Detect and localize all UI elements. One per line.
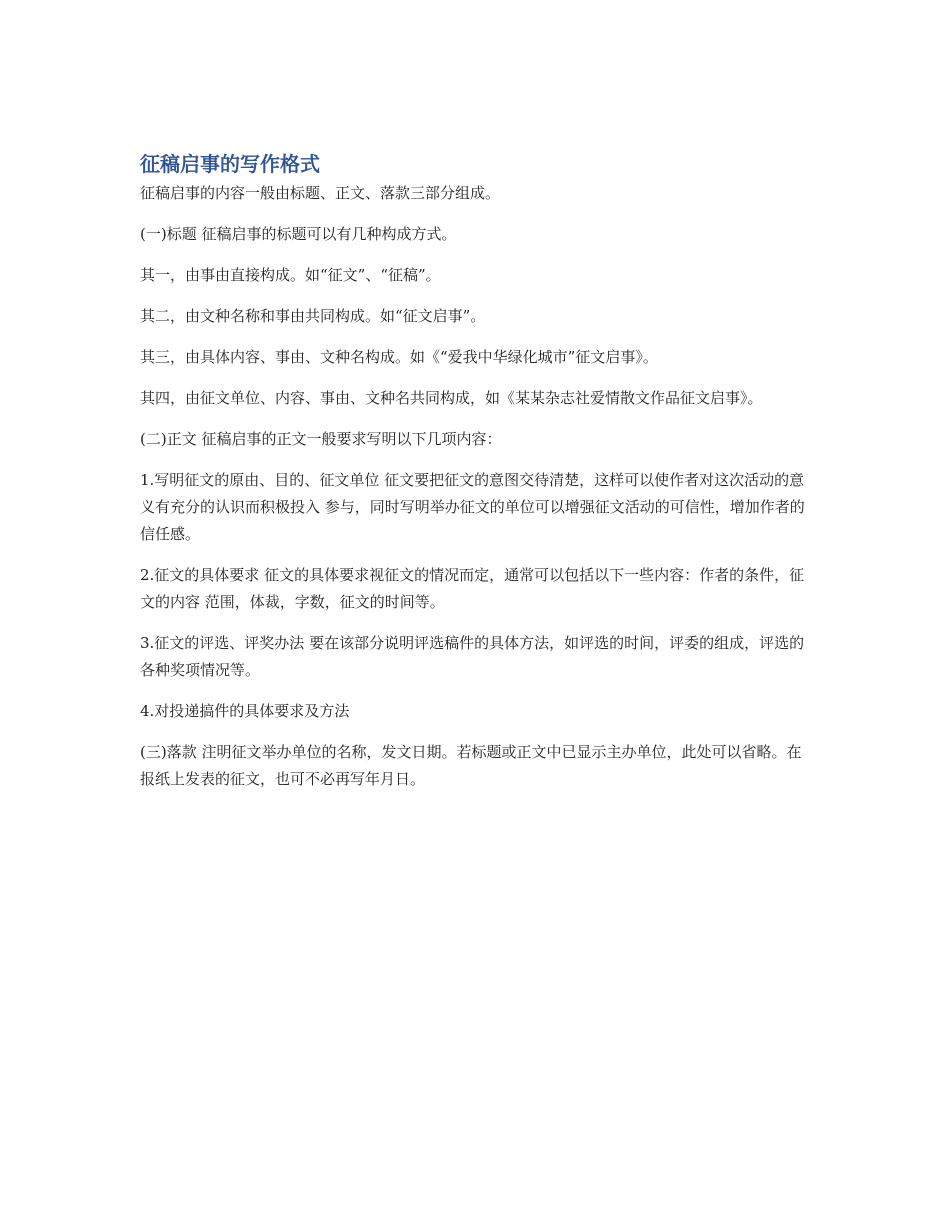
paragraph-title-way-1: 其一，由事由直接构成。如“征文”、“征稿”。: [140, 266, 441, 284]
paragraph-section-signature: (三)落款 注明征文举办单位的名称，发文日期。若标题或正文中已显示主办单位，此处可以省略。在 报纸上发表的征文，也可不必再写年月日。: [140, 743, 802, 788]
paragraph-section-body: (二)正文 征稿启事的正文一般要求写明以下几项内容：: [140, 430, 502, 448]
paragraph-body-item-3: 3.征文的评选、评奖办法 要在该部分说明评选稿件的具体方法，如评选的时间，评委的组成，评选的各种奖项情况等。: [140, 634, 805, 679]
paragraph-body-item-4: 4.对投递搞件的具体要求及方法: [140, 702, 350, 720]
paragraph-title-way-3: 其三，由具体内容、事由、文种名构成。如《“爱我中华绿化城市”征文启事》。: [140, 348, 658, 366]
paragraph-title-way-4: 其四，由征文单位、内容、事由、文种名共同构成，如《某某杂志社爱情散文作品征文启事》。: [140, 389, 763, 407]
document-title: 征稿启事的写作格式: [140, 152, 320, 176]
paragraph-title-way-2: 其二，由文种名称和事由共同构成。如“征文启事”。: [140, 307, 486, 325]
paragraph-body-item-2: 2.征文的具体要求 征文的具体要求视征文的情况而定，通常可以包括以下一些内容：作者的条件，征文的内容 范围，体裁，字数，征文的时间等。: [140, 566, 805, 611]
paragraph-intro: 征稿启事的内容一般由标题、正文、落款三部分组成。: [140, 184, 501, 202]
paragraph-section-title: (一)标题 征稿启事的标题可以有几种构成方式。: [140, 225, 457, 243]
document-page: [140, 148, 812, 807]
paragraph-body-item-1: 1.写明征文的原由、目的、征文单位 征文要把征文的意图交待清楚，这样可以使作者对这次活动的意义有充分的认识而积极投入 参与，同时写明举办征文的单位可以增强征文活动的可信性，增加作者的信任感。: [140, 471, 805, 543]
